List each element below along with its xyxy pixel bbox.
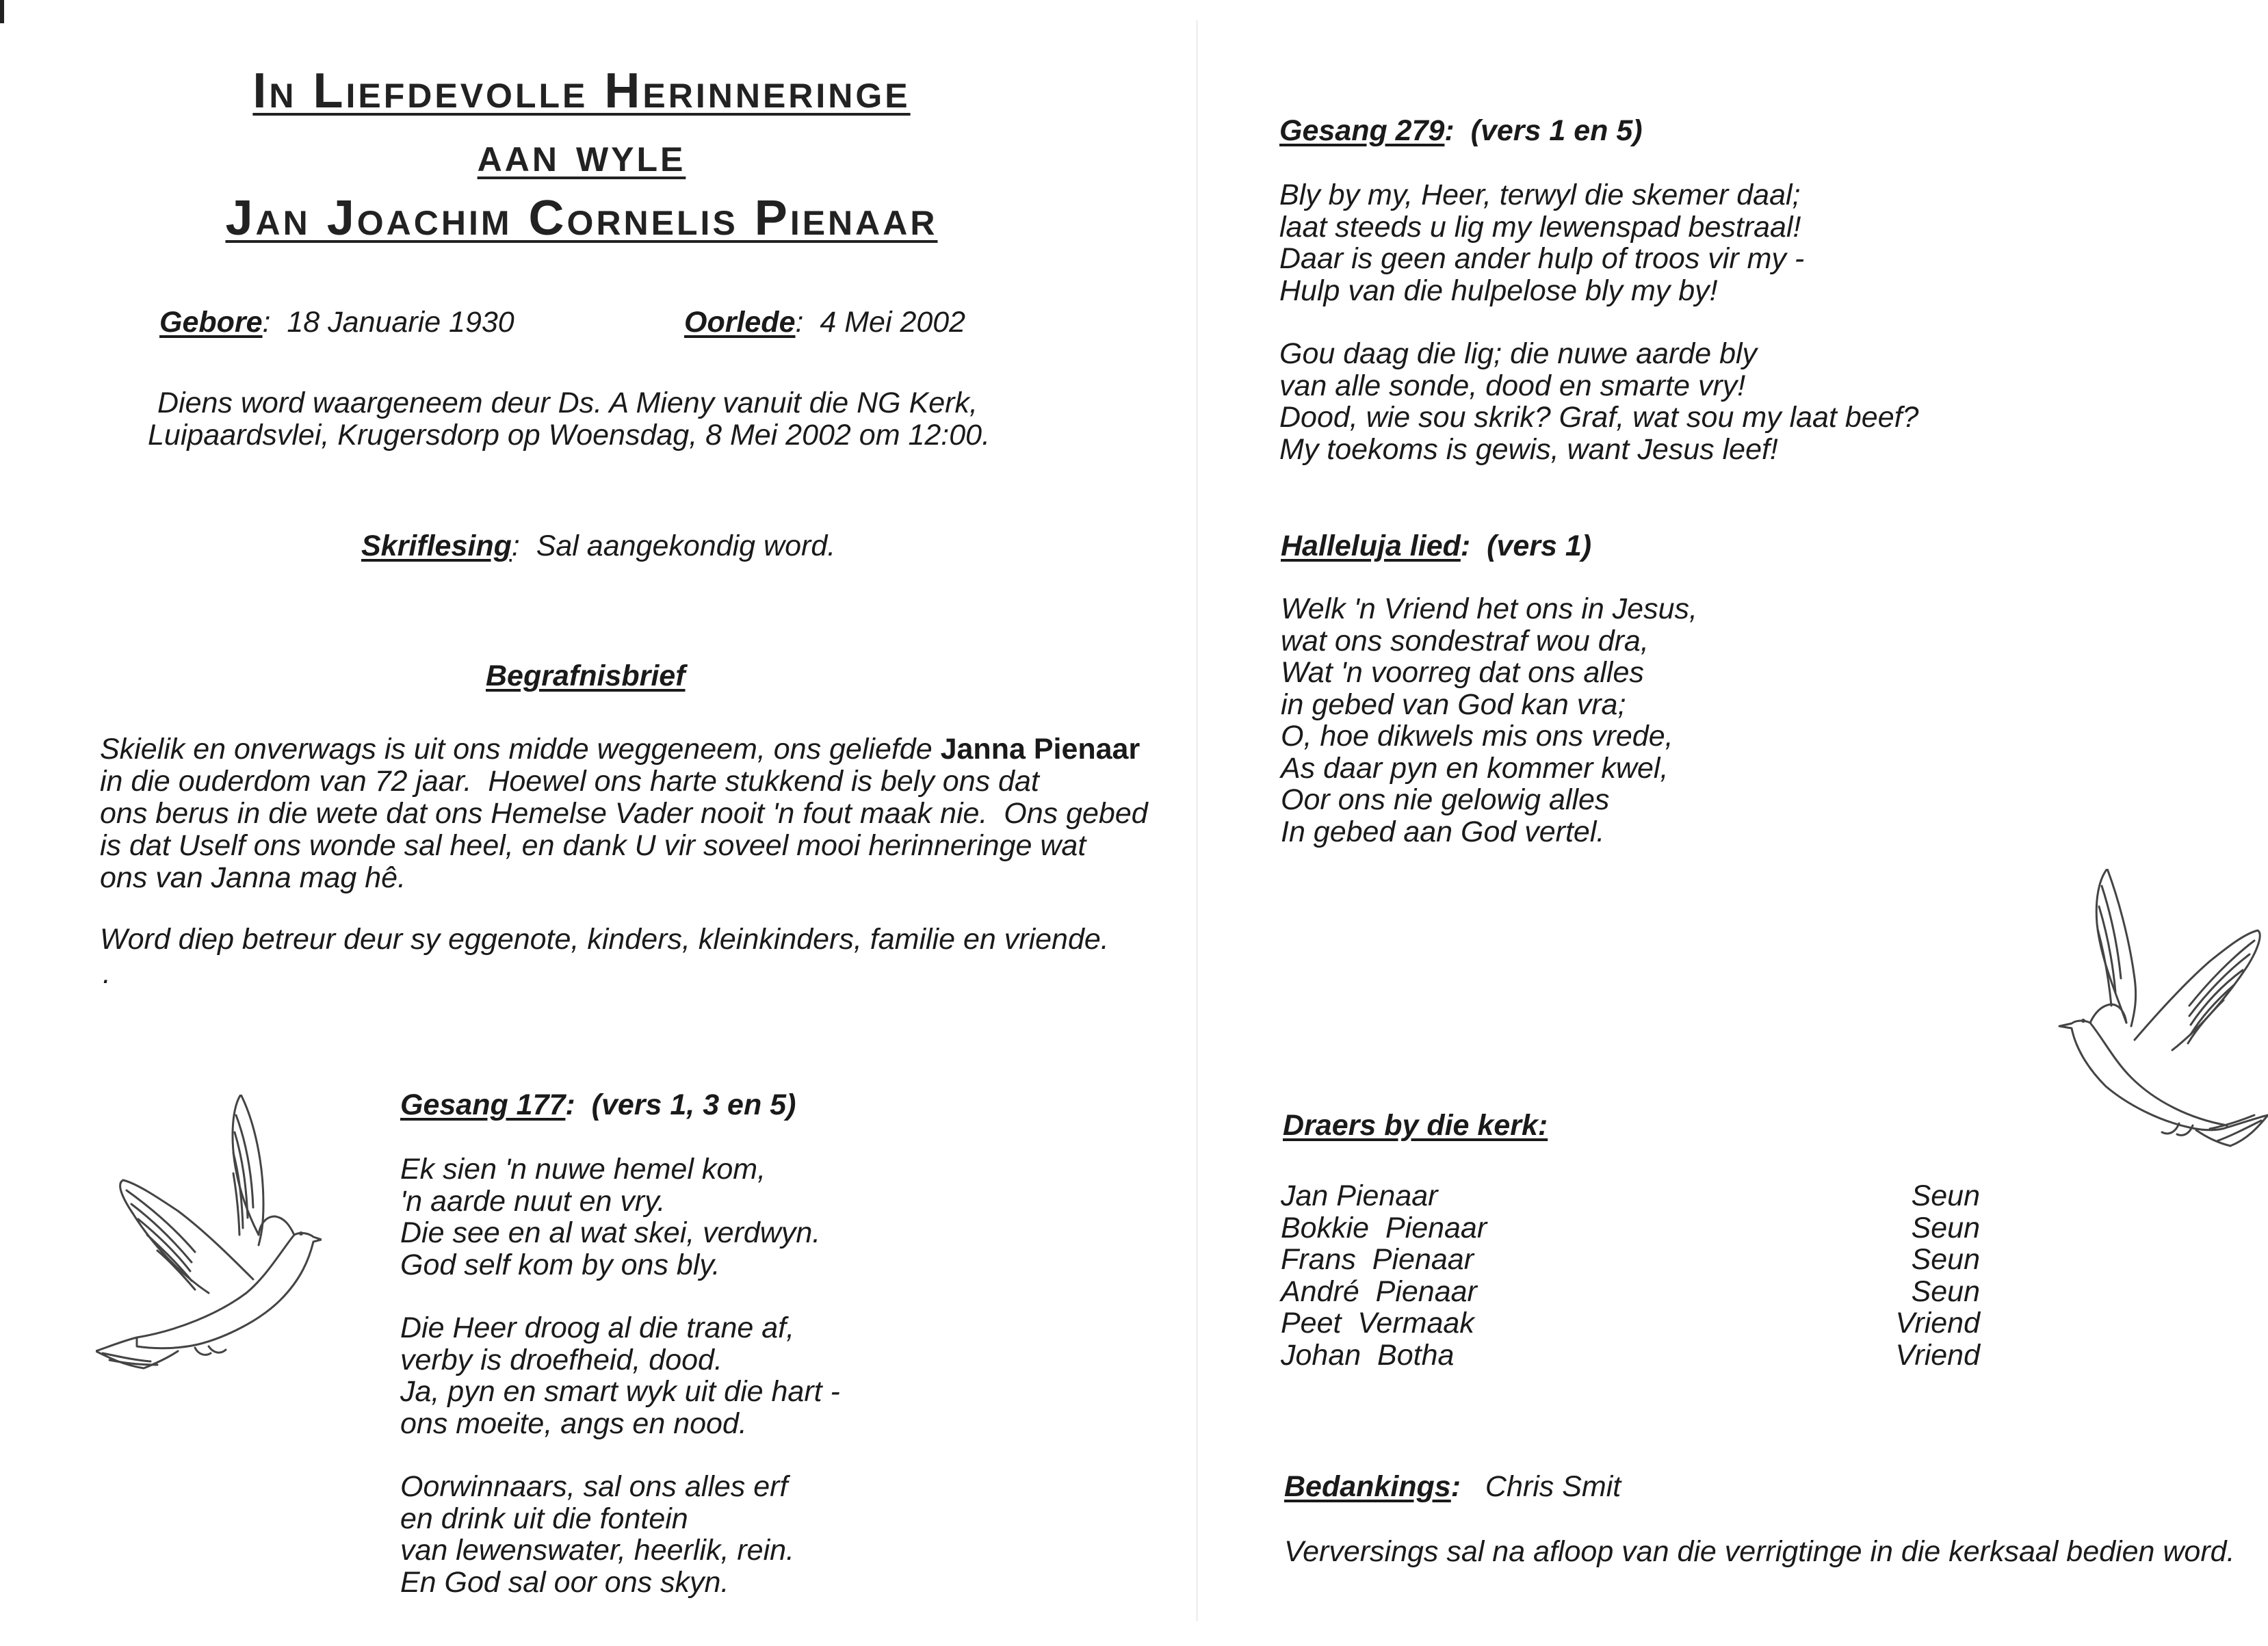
right-page [1197, 0, 2268, 1646]
scripture-label: Skriflesing [361, 530, 512, 562]
hymn-line: Daar is geen ander hulp of troos vir my - [1279, 242, 1805, 275]
hymn-line: wat ons sondestraf wou dra, [1281, 624, 1649, 657]
hymn-177-heading: Gesang 177: (vers 1, 3 en 5) [400, 1088, 796, 1121]
hymn-line: 'n aarde nuut en vry. [400, 1184, 666, 1218]
hymn-279-stanza-1 [1279, 179, 1918, 306]
hymn-line: Hulp van die hulpelose bly my by! [1279, 274, 1718, 307]
died-date: Oorlede: 4 Mei 2002 [684, 306, 966, 339]
hymn-279-verses: (vers 1 en 5) [1470, 114, 1643, 147]
hymn-line: En God sal oor ons skyn. [400, 1565, 729, 1599]
born-value: 18 Januarie 1930 [287, 306, 514, 339]
deceased-wife-name: Janna Pienaar [940, 733, 1140, 766]
hymn-177 [400, 1089, 840, 1630]
halleluja-heading: Halleluja lied: (vers 1) [1281, 530, 1592, 562]
hymn-line: My toekoms is gewis, want Jesus leef! [1279, 432, 1778, 466]
letter-line: ons van Janna mag hê. [100, 861, 406, 894]
hymn-line: verby is droefheid, dood. [400, 1343, 722, 1376]
halleluja-verses: (vers 1) [1487, 530, 1592, 562]
hymn-279-heading: Gesang 279: (vers 1 en 5) [1279, 114, 1643, 147]
bearer-row [1281, 1180, 1980, 1212]
hymn-279-stanza-2 [1279, 338, 1918, 465]
letter-line: ons berus in die wete dat ons Hemelse Vader nooit 'n fout maak nie. Ons gebed [100, 797, 1148, 830]
halleluja-label: Halleluja lied [1281, 530, 1461, 562]
hymn-line: Oor ons nie gelowig alles [1281, 783, 1610, 816]
dove-left-icon [96, 1095, 322, 1382]
hymn-line: en drink uit die fontein [400, 1502, 688, 1535]
bearer-row [1281, 1307, 1980, 1340]
hymn-line: Welk 'n Vriend het ons in Jesus, [1281, 592, 1697, 625]
bearer-name: Peet Vermaak [1281, 1307, 1474, 1340]
hymn-line: In gebed aan God vertel. [1281, 815, 1605, 848]
hymn-line: laat steeds u lig my lewenspad bestraal! [1279, 210, 1801, 244]
hymn-177-label: Gesang 177 [400, 1088, 566, 1121]
bearer-relation: Seun [1911, 1275, 1980, 1308]
title-line-2: aan wyle [477, 127, 686, 182]
bearers-list [1281, 1180, 1980, 1371]
stray-dot: . [103, 957, 111, 990]
letter-line: Skielik en onverwags is uit ons midde weggeneem, ons geliefde Janna Pienaar [100, 733, 1140, 766]
bearer-name: Johan Botha [1281, 1338, 1455, 1372]
born-label: Gebore [159, 306, 263, 339]
hymn-line: Die see en al wat skei, verdwyn. [400, 1216, 821, 1249]
hymn-279-label: Gesang 279 [1279, 114, 1445, 147]
died-label: Oorlede [684, 306, 796, 339]
service-line-2: Luipaardsvlei, Krugersdorp op Woensdag, 8 Mei 2002 om 12:00. [148, 419, 991, 452]
hymn-line: Oorwinnaars, sal ons alles erf [400, 1470, 788, 1503]
hymn-line: O, hoe dikwels mis ons vrede, [1281, 720, 1673, 753]
hymn-line: Wat 'n voorreg dat ons alles [1281, 656, 1644, 689]
hymn-line: Ek sien 'n nuwe hemel kom, [400, 1153, 766, 1186]
deceased-name: Jan Joachim Cornelis Pienaar [225, 191, 938, 246]
bearer-row [1281, 1212, 1980, 1244]
hymn-line: in gebed van God kan vra; [1281, 688, 1626, 721]
bearer-row [1281, 1276, 1980, 1308]
halleluja-song [1281, 530, 1697, 879]
hymn-line: Dood, wie sou skrik? Graf, wat sou my laat beef? [1279, 401, 1919, 434]
title-line-1: In Liefdevolle Herinneringe [252, 64, 911, 118]
bearer-name: Jan Pienaar [1281, 1179, 1438, 1212]
letter-heading: Begrafnisbrief [486, 659, 686, 692]
hymn-177-stanza-1 [400, 1153, 840, 1281]
hymn-line: Ja, pyn en smart wyk uit die hart - [400, 1375, 840, 1408]
funeral-letter [100, 733, 1148, 894]
bearer-name: André Pienaar [1281, 1275, 1477, 1308]
hymn-line: As daar pyn en kommer kwel, [1281, 751, 1669, 785]
bearer-row [1281, 1244, 1980, 1276]
hymn-line: Die Heer droog al die trane af, [400, 1311, 795, 1344]
hymn-279 [1279, 115, 1918, 497]
mourned-by: Word diep betreur deur sy eggenote, kinders, kleinkinders, familie en vriende. [100, 923, 1109, 956]
letter-line: is dat Uself ons wonde sal heel, en dank U vir soveel mooi herinneringe wat [100, 829, 1086, 862]
hymn-177-verses: (vers 1, 3 en 5) [591, 1088, 796, 1121]
born-date: Gebore: 18 Januarie 1930 [159, 306, 514, 339]
scripture-reading: Skriflesing: Sal aangekondig word. [361, 530, 836, 562]
bearer-relation: Vriend [1895, 1307, 1980, 1340]
hymn-177-stanza-2 [400, 1312, 840, 1439]
dove-right-icon [2052, 869, 2268, 1149]
scripture-value: Sal aangekondig word. [536, 530, 836, 562]
thanks-value: Chris Smit [1485, 1470, 1621, 1503]
hymn-line: ons moeite, angs en nood. [400, 1407, 747, 1440]
thanks-label: Bedankings [1284, 1470, 1451, 1503]
hymn-line: van alle sonde, dood en smarte vry! [1279, 369, 1746, 402]
died-value: 4 Mei 2002 [820, 306, 966, 339]
bearers-heading: Draers by die kerk: [1283, 1109, 1548, 1142]
hymn-line: Bly by my, Heer, terwyl die skemer daal; [1279, 179, 1801, 211]
bearer-row [1281, 1340, 1980, 1372]
halleluja-stanza [1281, 593, 1697, 848]
hymn-line: God self kom by ons bly. [400, 1248, 720, 1281]
service-line-1: Diens word waargeneem deur Ds. A Mieny vanuit die NG Kerk, [157, 387, 978, 419]
bearer-relation: Vriend [1895, 1338, 1980, 1372]
bearer-relation: Seun [1911, 1211, 1980, 1244]
bearer-relation: Seun [1911, 1243, 1980, 1276]
hymn-line: van lewenswater, heerlik, rein. [400, 1534, 795, 1567]
bearer-name: Frans Pienaar [1281, 1243, 1474, 1276]
letter-line: in die ouderdom van 72 jaar. Hoewel ons harte stukkend is bely ons dat [100, 765, 1039, 798]
bearer-relation: Seun [1911, 1179, 1980, 1212]
bearer-name: Bokkie Pienaar [1281, 1211, 1487, 1244]
hymn-177-stanza-3 [400, 1471, 840, 1598]
hymn-line: Gou daag die lig; die nuwe aarde bly [1279, 337, 1758, 370]
thanks: Bedankings: Chris Smit [1284, 1470, 1621, 1503]
refreshments-note: Verversings sal na afloop van die verrigtinge in die kerksaal bedien word. [1284, 1535, 2235, 1568]
